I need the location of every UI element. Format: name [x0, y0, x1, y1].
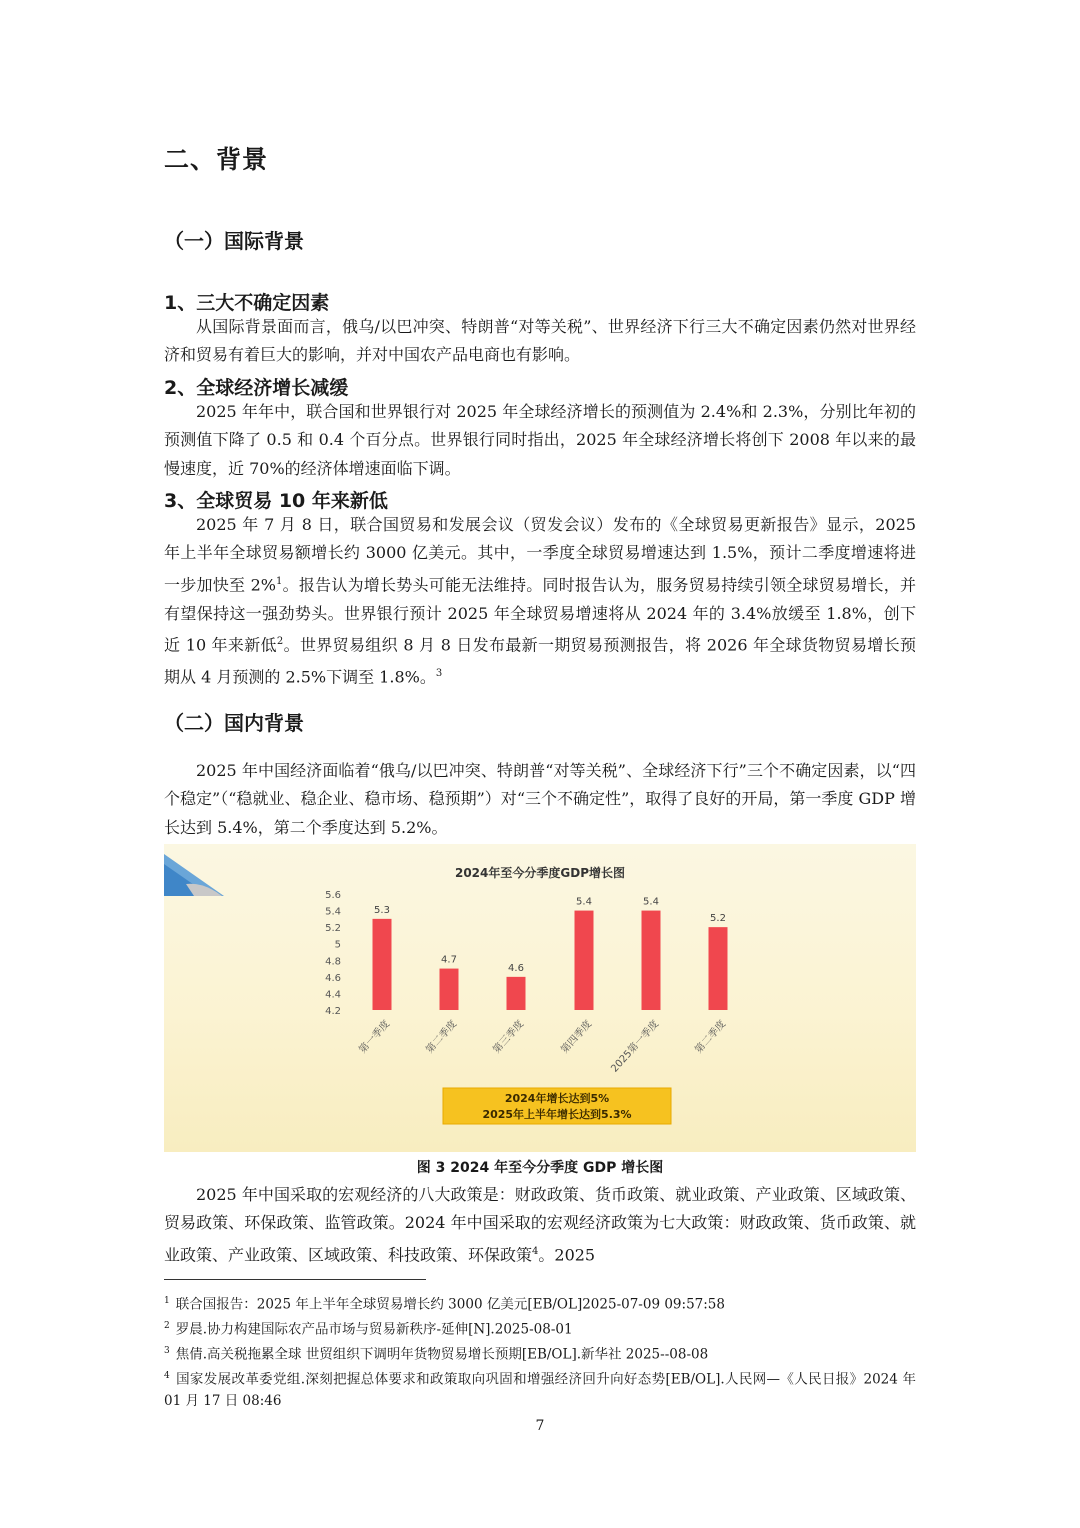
data-label: 5.4 — [576, 896, 592, 908]
gdp-chart-figure — [164, 844, 916, 1152]
heading-three-uncertainties: 1、三大不确定因素 — [164, 292, 330, 314]
y-tick-label: 5.6 — [325, 890, 341, 901]
footnote-list — [164, 1291, 916, 1413]
y-tick-label: 5.4 — [325, 906, 341, 918]
annotation-line-1: 2024年增长达到5% — [504, 1092, 610, 1105]
data-label: 5.4 — [643, 896, 659, 908]
footnote-item: $^1$ 联合国报告：2025 年上半年全球贸易增长约 3000 亿美元[EB/OL]2025-07-09 09:57:58 — [164, 1296, 725, 1313]
footnote-ref-2[interactable]: 2 — [276, 635, 284, 647]
x-tick-label: 第一季度 — [357, 1018, 393, 1056]
footnote-item: $^4$ 国家发展改革委党组.深刻把握总体要求和政策取向巩固和增强经济回升向好态势[EB/OL].人民网—《人民日报》2024 年 01 月 17 日 08:46 — [164, 1371, 916, 1409]
footnote-item: $^3$ 焦倩.高关税拖累全球 世贸组织下调明年货物贸易增长预期[EB/OL].新华社 2025--08-08 — [164, 1346, 709, 1363]
paragraph-three-uncertainties: 从国际背景面而言，俄乌/以巴冲突、特朗普“对等关税”、世界经济下行三大不确定因素仍然对世界经济和贸易有着巨大的影响，并对中国农产品电商也有影响。 — [164, 317, 916, 365]
y-tick-label: 4.6 — [325, 972, 341, 984]
bar — [642, 911, 661, 1010]
x-tick-label: 第二季度 — [693, 1018, 729, 1056]
x-tick-label: 第三季度 — [491, 1018, 527, 1056]
heading-global-trade-low: 3、全球贸易 10 年来新低 — [164, 490, 388, 512]
bar — [373, 919, 392, 1010]
footnote-ref-1[interactable]: 1 — [275, 575, 283, 587]
y-tick-label: 5 — [334, 939, 341, 951]
y-tick-label: 4.4 — [325, 989, 341, 1001]
subsection-heading-international: （一）国际背景 — [164, 229, 304, 253]
bar — [440, 969, 459, 1010]
bar — [709, 927, 728, 1010]
paragraph-global-growth-slowdown: 2025 年年中，联合国和世界银行对 2025 年全球经济增长的预测值为 2.4%和 2.3%，分别比年初的预测值下降了 0.5 和 0.4 个百分点。世界银行同时指出，2025 年全球经济增长将创下 2008 年以来的最慢速度，近 70%的经济体增速面临下调。 — [164, 402, 916, 478]
y-tick-label: 5.2 — [325, 923, 341, 935]
paragraph-domestic: 2025 年中国经济面临着“俄乌/以巴冲突、特朗普“对等关税”、全球经济下行”三个不确定因素，以“四个稳定”（“稳就业、稳企业、稳市场、稳预期”）对“三个不确定性”，取得了良好的开局，第一季度 GDP 增长达到 5.4%，第二个季度达到 5.2%。 — [164, 761, 916, 837]
figure-caption: 图 3 2024 年至今分季度 GDP 增长图 — [416, 1160, 664, 1176]
footnote-ref-4[interactable]: 4 — [532, 1245, 539, 1257]
chart-title: 2024年至今分季度GDP增长图 — [454, 866, 626, 880]
data-label: 4.6 — [508, 962, 524, 974]
paragraph-macro-policies: 2025 年中国采取的宏观经济的八大政策是：财政政策、货币政策、就业政策、产业政策、区域政策、贸易政策、环保政策、监管政策。2024 年中国采取的宏观经济政策为七大政策：财政政策、货币政策、就业政策、产业政策、区域政策、科技政策、环保政策$^4$。2025 — [164, 1185, 916, 1265]
data-label: 4.7 — [441, 954, 457, 966]
x-tick-label: 第二季度 — [424, 1018, 460, 1056]
heading-global-growth-slowdown: 2、全球经济增长减缓 — [164, 377, 349, 399]
bar — [575, 911, 594, 1010]
section-heading-background: 二、背景 — [164, 145, 269, 174]
footnote-item: $^2$ 罗晨.协力构建国际农产品市场与贸易新秩序-延伸[N].2025-08-01 — [164, 1321, 573, 1338]
corner-decoration — [164, 844, 224, 896]
x-tick-label: 第四季度 — [559, 1018, 595, 1056]
footnote-divider — [164, 1279, 426, 1280]
x-tick-label: 2025第一季度 — [609, 1018, 662, 1075]
data-label: 5.3 — [374, 904, 390, 916]
gdp-bar-chart — [164, 844, 916, 1152]
page-number: 7 — [535, 1418, 545, 1434]
y-tick-label: 4.8 — [325, 956, 341, 968]
bar — [507, 977, 526, 1010]
annotation-line-2: 2025年上半年增长达到5.3% — [482, 1108, 632, 1121]
paragraph-global-trade-low: 2025 年 7 月 8 日，联合国贸易和发展会议（贸发会议）发布的《全球贸易更新报告》显示，2025 年上半年全球贸易额增长约 3000 亿美元。其中，一季度全球贸易增速达到 1.5%，预计二季度增速将进一步加快至 2%$^1$。报告认为增长势头可能无法维持。同时报告认为，服务贸易持续引领全球贸易增长，并有望保持这一强劲势头。世界银行预计 2025 年全球贸易增速将从 2024 年的 3.4%放缓至 1.8%，创下近 10 年来新低$^2$。世界贸易组织 8 月 8 日发布最新一期贸易预测报告，将 2026 年全球货物贸易增长预期从 4 月预测的 2.5%下调至 1.8%。$^3$ — [164, 515, 916, 687]
footnote-ref-3[interactable]: 3 — [435, 667, 443, 679]
y-tick-label: 4.2 — [325, 1006, 341, 1017]
subsection-heading-domestic: （二）国内背景 — [164, 711, 304, 735]
data-label: 5.2 — [710, 913, 726, 925]
